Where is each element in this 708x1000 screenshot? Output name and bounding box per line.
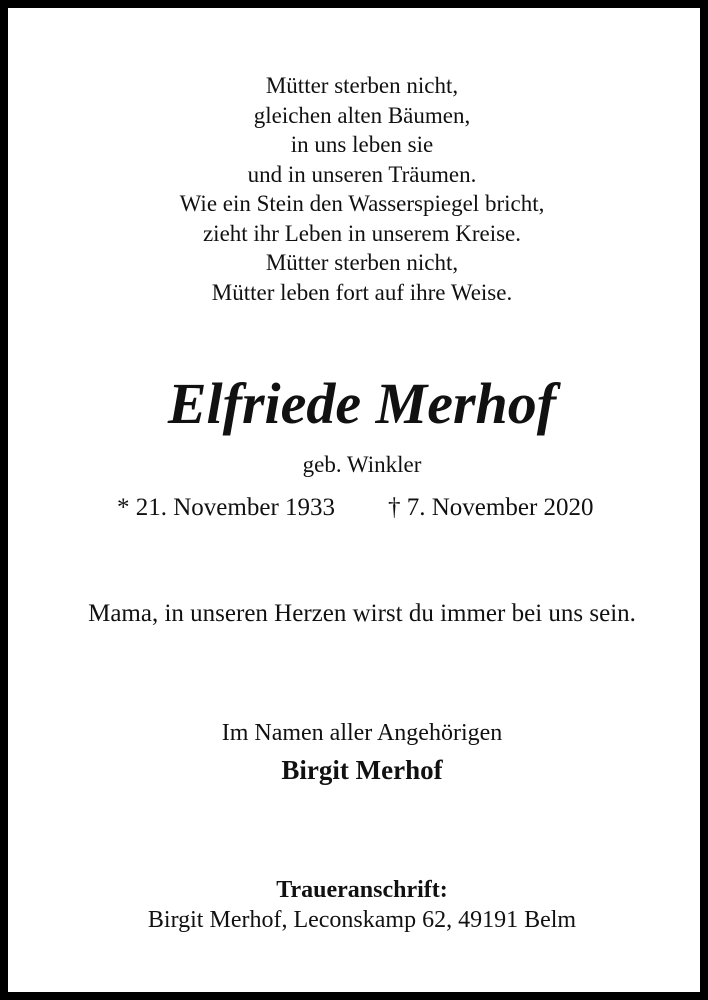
mourning-address: Birgit Merhof, Leconskamp 62, 49191 Belm bbox=[147, 907, 577, 933]
birth-date: * 21. November 1933 bbox=[117, 494, 336, 521]
death-date: † 7. November 2020 bbox=[388, 494, 594, 521]
life-dates bbox=[8, 492, 708, 524]
signoff-name: Birgit Merhof bbox=[281, 755, 443, 785]
poem-line: Wie ein Stein den Wasserspiegel bricht, bbox=[179, 191, 545, 216]
tribute-text: Mama, in unseren Herzen wirst du immer bei uns sein. bbox=[88, 600, 636, 627]
poem-line: Mütter leben fort auf ihre Weise. bbox=[211, 279, 513, 305]
maiden-name: geb. Winkler bbox=[302, 452, 422, 477]
deceased-name: Elfriede Merhof bbox=[167, 371, 557, 436]
mourning-address-heading: Traueranschrift: bbox=[276, 877, 448, 903]
poem-line: und in unseren Träumen. bbox=[247, 161, 477, 187]
poem-line: in uns leben sie bbox=[290, 132, 434, 157]
poem-line: gleichen alten Bäumen, bbox=[253, 102, 471, 128]
poem-line: Mütter sterben nicht, bbox=[265, 73, 459, 98]
poem-line: zieht ihr Leben in unserem Kreise. bbox=[202, 220, 522, 246]
signoff-intro: Im Namen aller Angehörigen bbox=[221, 720, 503, 746]
memorial-poem bbox=[8, 71, 708, 307]
poem-line: Mütter sterben nicht, bbox=[265, 250, 459, 275]
